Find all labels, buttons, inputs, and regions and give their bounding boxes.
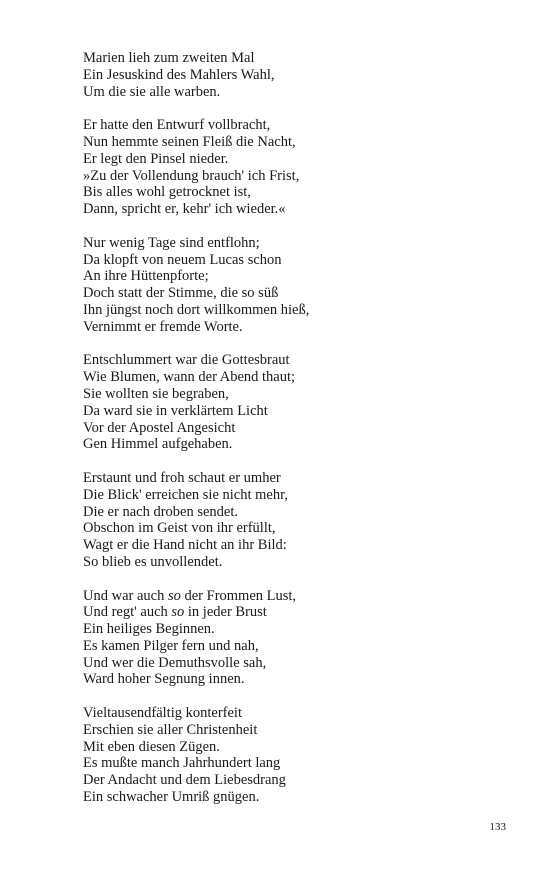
line-segment: in jeder Brust: [184, 604, 267, 621]
verse-line: Ein Jesuskind des Mahlers Wahl,: [83, 66, 275, 83]
verse-line: Bis alles wohl getrocknet ist,: [83, 184, 251, 201]
verse-line: Es kamen Pilger fern und nah,: [83, 637, 259, 654]
verse-line: Vor der Apostel Angesicht: [83, 419, 236, 436]
emphasized-word: so: [167, 587, 181, 604]
emphasized-word: so: [171, 604, 185, 621]
verse-line: Er hatte den Entwurf vollbracht,: [83, 117, 271, 134]
verse-line: Dann, spricht er, kehr' ich wieder.«: [83, 201, 286, 218]
page-number: 133: [489, 821, 506, 833]
verse-line: Ein heiliges Beginnen.: [83, 621, 215, 638]
line-segment: Und war auch: [83, 587, 168, 604]
stanza: [83, 705, 503, 806]
verse-line: Es mußte manch Jahrhundert lang: [83, 755, 281, 772]
verse-line: Die er nach droben sendet.: [83, 503, 239, 520]
verse-line: So blieb es unvollendet.: [83, 553, 223, 570]
verse-line: Mit eben diesen Zügen.: [83, 738, 220, 755]
verse-line: Ward hoher Segnung innen.: [83, 671, 245, 688]
verse-line: Wie Blumen, wann der Abend thaut;: [83, 369, 296, 386]
verse-line: Ein schwacher Umriß gnügen.: [83, 789, 260, 806]
verse-line: »Zu der Vollendung brauch' ich Frist,: [83, 167, 300, 184]
verse-line: Nun hemmte seinen Fleiß die Nacht,: [83, 133, 296, 150]
verse-line: Und wer die Demuthsvolle sah,: [83, 654, 267, 671]
verse-line: Gen Himmel aufgehaben.: [83, 436, 233, 453]
stanza: [83, 50, 503, 100]
stanza: [83, 117, 503, 218]
verse-line: Doch statt der Stimme, die so süß: [83, 285, 279, 302]
verse-line: Nur wenig Tage sind entflohn;: [83, 234, 260, 251]
verse-line: Da ward sie in verklärtem Licht: [83, 402, 268, 419]
verse-line: Er legt den Pinsel nieder.: [83, 150, 229, 167]
verse-line: Vieltausendfältig konterfeit: [83, 705, 242, 722]
verse-line: Marien lieh zum zweiten Mal: [83, 50, 255, 66]
verse-line: Da klopft von neuem Lucas schon: [83, 251, 282, 268]
line-segment: Und regt' auch: [83, 604, 172, 621]
verse-line: Sie wollten sie begraben,: [83, 385, 229, 402]
verse-line: Obschon im Geist von ihr erfüllt,: [83, 520, 276, 537]
verse-line: [83, 588, 503, 605]
verse-line: Erschien sie aller Christenheit: [83, 721, 258, 738]
stanza: [83, 470, 503, 571]
verse-line: Um die sie alle warben.: [83, 83, 221, 100]
verse-line: Vernimmt er fremde Worte.: [83, 318, 243, 335]
poem-text: [83, 50, 503, 823]
verse-line: [83, 604, 503, 621]
line-segment: der Frommen Lust,: [180, 587, 297, 604]
verse-line: Die Blick' erreichen sie nicht mehr,: [83, 486, 288, 503]
verse-line: An ihre Hüttenpforte;: [83, 268, 209, 285]
verse-line: Wagt er die Hand nicht an ihr Bild:: [83, 537, 287, 554]
verse-line: Entschlummert war die Gottesbraut: [83, 352, 290, 369]
verse-line: Erstaunt und froh schaut er umher: [83, 469, 281, 486]
stanza: [83, 235, 503, 336]
verse-line: Ihn jüngst noch dort willkommen hieß,: [83, 301, 310, 318]
stanza: [83, 352, 503, 453]
verse-line: Der Andacht und dem Liebesdrang: [83, 772, 286, 789]
stanza: [83, 588, 503, 689]
